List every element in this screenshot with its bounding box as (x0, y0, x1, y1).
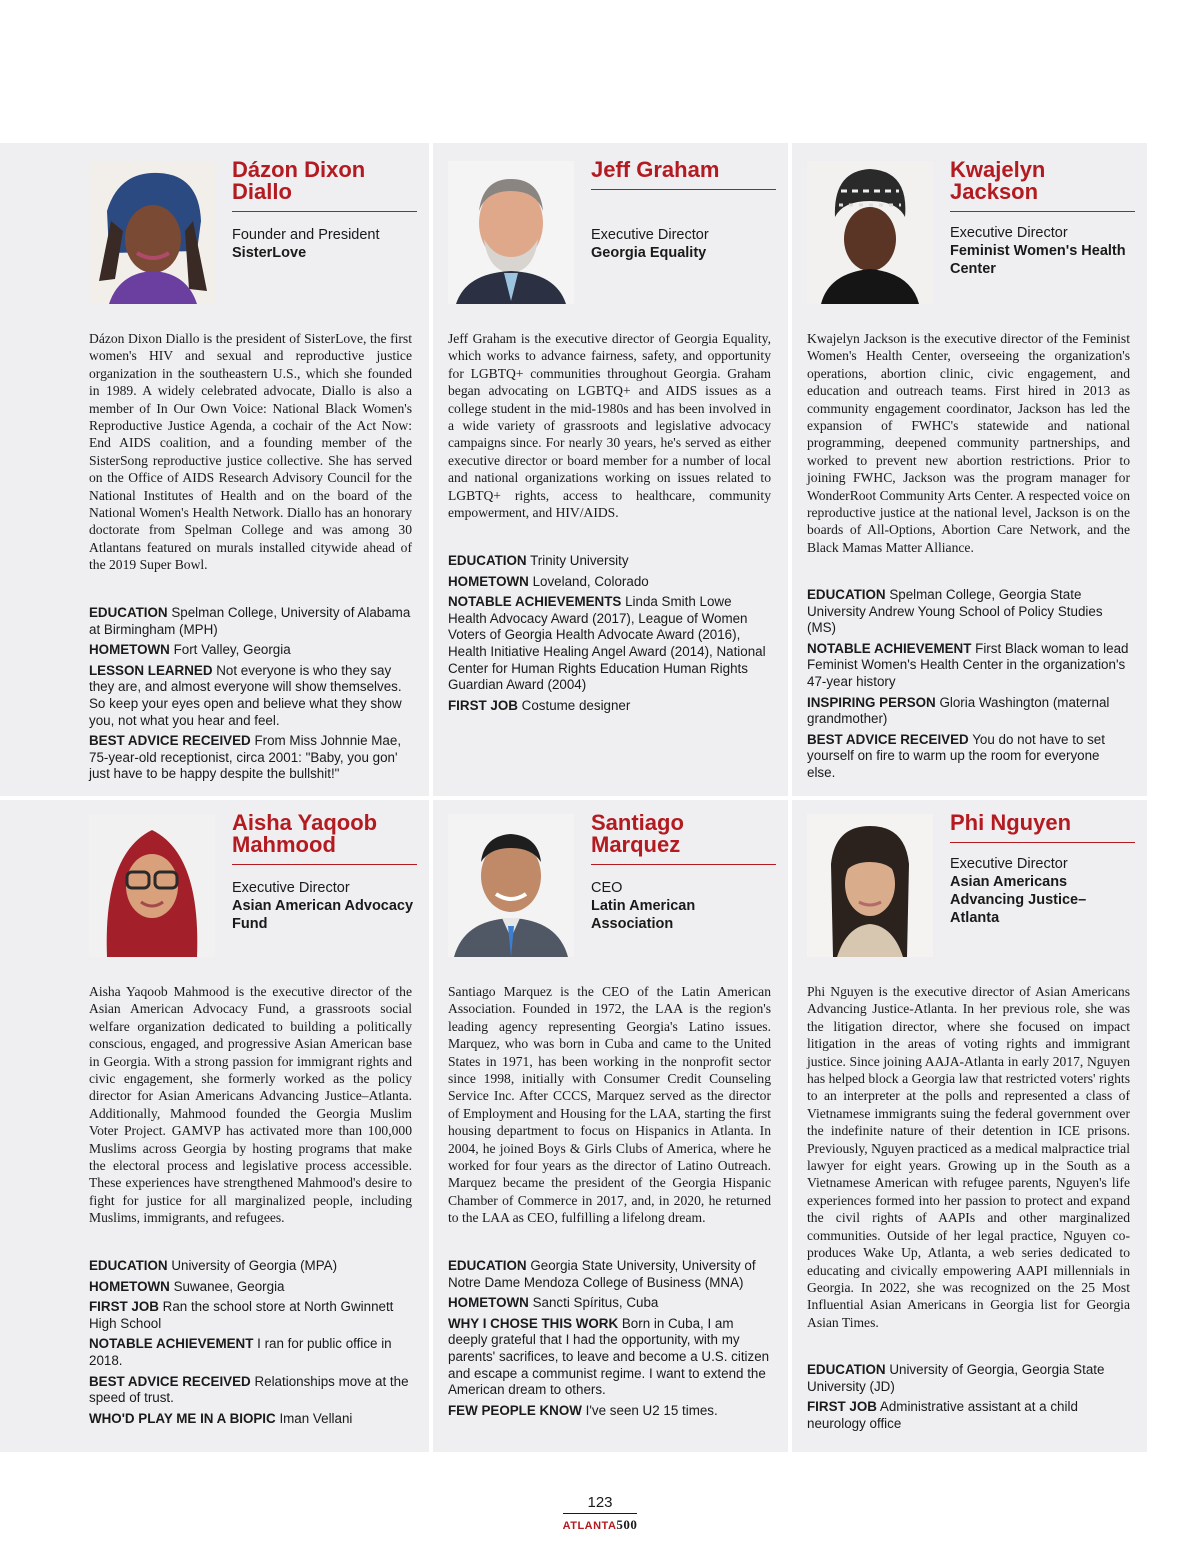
fact-value: Relationships move at the speed of trust. (89, 1373, 409, 1406)
fact-label: EDUCATION (448, 1258, 527, 1273)
fact-first-job (89, 1299, 412, 1332)
fact-value: You do not have to set yourself on fire to warm up the room for everyone else. (807, 731, 1105, 780)
fact-value: Not everyone is who they say they are, and almost everyone will show themselves. So keep your eyes open and believe what they show you, not what you hear and feel. (89, 662, 402, 728)
page-footer (0, 1494, 1200, 1533)
fact-why-work (448, 1316, 771, 1399)
fact-label: NOTABLE ACHIEVEMENT (807, 640, 972, 656)
person-name: Jeff Graham (591, 159, 776, 190)
bio-paragraph: Santiago Marquez is the CEO of the Latin American Association. Founded in 1972, the LAA is the region's leading agency representing Georgia's Latino issues. Marquez, who was born in Cuba and came to the United States in 1971, has been working in the nonprofit sector since 1998, initially with Consumer Credit Counseling Service Inc. After CCCS, Marquez served as the director of Employment and Housing for the LAA, starting the first housing department to focus on Hispanics in Atlanta. In 2004, he joined Boys & Girls Clubs of America, where he worked for four years as the director of Latino Outreach. Marquez became the president of the Georgia Hispanic Chamber of Commerce in 2017, and, in 2020, he returned to the LAA as CEO, fulfilling a lifelong dream. (448, 984, 771, 1226)
fact-label: BEST ADVICE RECEIVED (89, 1373, 251, 1389)
fact-label: NOTABLE ACHIEVEMENT (89, 1336, 254, 1352)
fact-value: I've seen U2 15 times. (585, 1402, 718, 1418)
fact-list (807, 587, 1130, 786)
job-title: Executive Director (591, 227, 709, 243)
fact-achievement (89, 1336, 412, 1369)
fact-label: EDUCATION (807, 587, 886, 602)
job-title: Executive Director (950, 856, 1068, 872)
fact-value: Iman Vellani (279, 1410, 353, 1426)
portrait-photo (448, 161, 574, 304)
job-title: Executive Director (232, 880, 350, 896)
fact-education (89, 1258, 412, 1275)
fact-education (448, 1258, 771, 1291)
fact-value: Administrative assistant at a child neurology office (807, 1399, 1078, 1431)
person-role (950, 855, 1135, 927)
fact-list (807, 1362, 1130, 1436)
portrait-photo (448, 814, 574, 957)
fact-value: Born in Cuba, I am deeply grateful that I had the opportunity, with my parents' sacrifices, to leave and become a U.S. citizen and escape a communist regime. I want to extend the American dream to others. (448, 1315, 770, 1398)
portrait-photo (807, 814, 933, 957)
profile-card (795, 803, 1135, 1448)
fact-value: Loveland, Colorado (532, 573, 649, 589)
fact-value: Gloria Washington (maternal grandmother) (807, 694, 1110, 727)
fact-label: EDUCATION (89, 605, 168, 620)
profile-card (77, 803, 417, 1448)
fact-value: University of Georgia (MPA) (171, 1258, 338, 1273)
fact-achievements (448, 594, 771, 694)
fact-value: Sancti Spíritus, Cuba (532, 1295, 659, 1311)
row-divider (0, 796, 1147, 800)
fact-label: LESSON LEARNED (89, 662, 213, 678)
fact-advice (89, 1374, 412, 1407)
fact-value: Fort Valley, Georgia (173, 642, 291, 658)
organization: Asian Americans Advancing Justice–Atlanta (950, 874, 1087, 926)
bio-paragraph: Dázon Dixon Diallo is the president of SisterLove, the first women's HIV and sexual and reproductive justice organization in the southeastern U.S., which she founded in 1989. A widely celebrated advocate, Diallo is also a member of In Our Own Voice: National Black Women's Reproductive Justice Agenda, a cochair of the Act Now: End AIDS coalition, and a founding member of the SisterSong reproductive justice collective. She has served on the Office of AIDS Research Advisory Council for the National Institutes of Health and on the board of the National Women's Health Network. Diallo has an honorary doctorate from Spelman College and was among 30 Atlantans featured on murals installed citywide ahead of the 2019 Super Bowl. (89, 331, 412, 573)
fact-education (89, 605, 412, 638)
magazine-logo (0, 1517, 1200, 1533)
fact-label: EDUCATION (89, 1258, 168, 1273)
person-role (232, 879, 417, 933)
organization: Georgia Equality (591, 245, 707, 261)
fact-label: NOTABLE ACHIEVEMENTS (448, 594, 622, 610)
fact-label: FEW PEOPLE KNOW (448, 1402, 582, 1418)
fact-label: EDUCATION (448, 553, 527, 568)
person-role (591, 226, 776, 262)
fact-value: University of Georgia, Georgia State University (JD) (807, 1362, 1105, 1394)
portrait-photo (89, 161, 215, 304)
fact-value: I ran for public office in 2018. (89, 1336, 392, 1368)
person-name: Kwajelyn Jackson (950, 159, 1135, 212)
fact-hometown (448, 1295, 771, 1312)
fact-advice (89, 733, 412, 783)
person-role (950, 224, 1135, 278)
fact-value: Costume designer (521, 697, 631, 713)
job-title: Executive Director (950, 225, 1068, 241)
fact-label: WHO'D PLAY ME IN A BIOPIC (89, 1410, 276, 1426)
fact-label: FIRST JOB (807, 1399, 877, 1415)
fact-hometown (89, 1279, 412, 1296)
fact-advice (807, 732, 1130, 782)
fact-hometown (448, 574, 771, 591)
fact-value: Ran the school store at North Gwinnett High School (89, 1299, 394, 1331)
job-title: CEO (591, 880, 623, 896)
fact-inspiring-person (807, 695, 1130, 728)
person-name: Aisha Yaqoob Mahmood (232, 812, 417, 865)
organization: SisterLove (232, 245, 307, 261)
fact-label: FIRST JOB (448, 697, 518, 713)
bio-paragraph: Aisha Yaqoob Mahmood is the executive director of the Asian American Advocacy Fund, a grassroots social welfare organization dedicated to building a politically conscious, engaged, and progressive Asian American base in Georgia. With a strong passion for immigrant rights and civic engagement, she formerly worked as the policy director for Asian Americans Advancing Justice–Atlanta. Additionally, Mahmood founded the Georgia Muslim Voter Project. GAMVP has activated more than 100,000 Muslims across Georgia by hosting programs that make the electoral process and legislative process accessible. These experiences have strengthened Mahmood's desire to fight for justice for all marginalized people, including Muslims, immigrants, and refugees. (89, 984, 412, 1226)
fact-label: BEST ADVICE RECEIVED (89, 733, 251, 749)
fact-list (448, 553, 771, 718)
profile-card (795, 150, 1135, 795)
profile-card (436, 150, 776, 795)
person-name: Santiago Marquez (591, 812, 776, 865)
magazine-word: ATLANTA (562, 1520, 617, 1532)
fact-label: WHY I CHOSE THIS WORK (448, 1315, 619, 1331)
fact-label: INSPIRING PERSON (807, 694, 936, 710)
page-number: 123 (563, 1494, 636, 1514)
portrait-photo (807, 161, 933, 304)
fact-value: From Miss Johnnie Mae, 75-year-old receptionist, circa 2001: "Baby, you gon' just have to be happy despite the bullshit!" (89, 733, 402, 782)
fact-label: EDUCATION (807, 1362, 886, 1377)
person-role (232, 226, 417, 262)
fact-lesson (89, 663, 412, 729)
organization: Asian American Advocacy Fund (232, 898, 414, 932)
fact-value: Suwanee, Georgia (173, 1278, 285, 1294)
fact-label: BEST ADVICE RECEIVED (807, 731, 969, 747)
fact-label: HOMETOWN (89, 1278, 170, 1294)
fact-achievement (807, 641, 1130, 691)
fact-label: FIRST JOB (89, 1299, 159, 1315)
fact-education (807, 1362, 1130, 1395)
organization: Feminist Women's Health Center (950, 243, 1126, 277)
fact-biopic (89, 1411, 412, 1428)
fact-list (89, 1258, 412, 1431)
bio-paragraph: Phi Nguyen is the executive director of Asian Americans Advancing Justice-Atlanta. In her previous role, she was the litigation director, where she focused on impact litigation in the areas of voting rights and immigrant justice. Since joining AAJA-Atlanta in early 2017, Nguyen has helped block a Georgia law that restricted voters' rights to an interpreter at the polls and represented a class of Vietnamese immigrants suing the federal government over the indefinite nature of their detention in ICE prisons. Previously, Nguyen practiced as a medical malpractice trial lawyer for eight years. Growing up in the South as a Vietnamese American with refugee parents, Nguyen's life experiences formed into her passion to protect and expand the civil rights of AAPIs and other marginalized communities. Outside of her legal practice, Nguyen co-produces Wake Up, Atlanta, a web series dedicated to educating and civically empowering AAPI millennials in Georgia. In 2022, she was recognized on the 25 Most Influential Asian Americans in Georgia list for Georgia Asian Times. (807, 984, 1130, 1330)
fact-label: HOMETOWN (89, 642, 170, 658)
fact-label: HOMETOWN (448, 1295, 529, 1311)
fact-education (448, 553, 771, 570)
fact-value: Spelman College, Georgia State University Andrew Young School of Policy Studies (MS) (807, 587, 1103, 636)
profile-card (436, 803, 776, 1448)
fact-value: Spelman College, University of Alabama at Birmingham (MPH) (89, 605, 411, 637)
fact-list (448, 1258, 771, 1423)
fact-value: First Black woman to lead Feminist Women's Health Center in the organization's 47-year history (807, 640, 1129, 689)
fact-value: Linda Smith Lowe Health Advocacy Award (2017), League of Women Voters of Georgia Health Advocate Award (2016), Health Initiative Healing Angel Award (2014), National Center for Human Rights Education Human Rights Guardian Award (2004) (448, 594, 766, 693)
magazine-number: 500 (616, 1517, 638, 1532)
organization: Latin American Association (591, 898, 696, 932)
job-title: Founder and President (232, 227, 380, 243)
fact-first-job (448, 698, 771, 715)
bio-paragraph: Jeff Graham is the executive director of Georgia Equality, which works to advance fairness, safety, and opportunity for LGBTQ+ communities throughout Georgia. Graham began advocating on LGBTQ+ and AIDS issues as a college student in the mid-1980s and has been involved in a wide variety of grassroots and legislative advocacy campaigns since. For nearly 30 years, he's served as either executive director or board member for a number of local and national organizations working on issues related to LGBTQ+ rights, access to healthcare, community empowerment, and HIV/AIDS. (448, 331, 771, 521)
person-role (591, 879, 776, 933)
fact-value: Georgia State University, University of Notre Dame Mendoza College of Business (MNA) (448, 1258, 756, 1290)
bio-paragraph: Kwajelyn Jackson is the executive director of the Feminist Women's Health Center, overseeing the organization's operations, abortion clinic, civic engagement, and education and outreach teams. First hired in 2013 as community engagement coordinator, Jackson has led the expansion of FWHC's statewide and national programming, deepened community partnerships, and worked to prevent new abortion restrictions. Prior to joining FWHC, Jackson was the program manager for WonderRoot Community Arts Center. A respected voice on reproductive justice at the national level, Jackson is on the boards of All-Options, Abortion Care Network, and the Black Mamas Matter Alliance. (807, 331, 1130, 555)
fact-first-job (807, 1399, 1130, 1432)
person-name: Phi Nguyen (950, 812, 1135, 843)
profile-card (77, 150, 417, 795)
fact-value: Trinity University (530, 553, 629, 568)
fact-education (807, 587, 1130, 637)
fact-hometown (89, 642, 412, 659)
fact-label: HOMETOWN (448, 573, 529, 589)
person-name: Dázon Dixon Diallo (232, 159, 417, 212)
fact-list (89, 605, 412, 787)
fact-few-know (448, 1403, 771, 1420)
portrait-photo (89, 814, 215, 957)
